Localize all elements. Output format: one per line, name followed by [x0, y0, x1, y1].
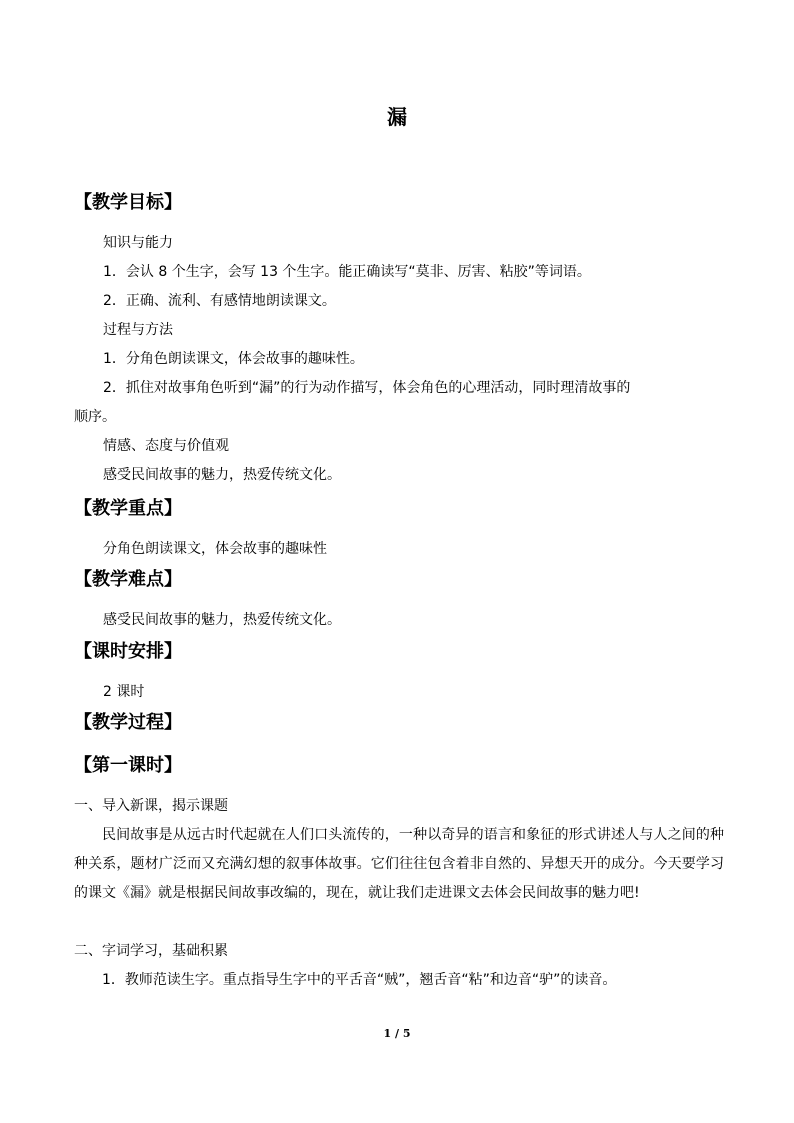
heading-difficulties: 【教学难点】	[74, 569, 182, 590]
goal-item: 2．正确、流利、有感情地朗读课文。	[103, 293, 336, 309]
goal-item: 感受民间故事的魅力，热爱传统文化。	[103, 467, 341, 483]
heading-key-points: 【教学重点】	[74, 498, 182, 519]
heading-first-lesson: 【第一课时】	[74, 755, 182, 776]
heading-teaching-process: 【教学过程】	[74, 712, 182, 733]
key-points-text: 分角色朗读课文，体会故事的趣味性	[103, 541, 327, 557]
page-title: 漏	[387, 105, 407, 129]
page-number: 1 / 5	[383, 1027, 411, 1040]
heading-schedule: 【课时安排】	[74, 641, 182, 662]
vocabulary-paragraph: 1．教师范读生字。重点指导生字中的平舌音“贼”，翘舌音“粘”和边音“驴”的读音。	[102, 972, 617, 988]
goal-item: 2．抓住对故事角色听到“漏”的行为动作描写，体会角色的心理活动，同时理清故事的	[103, 380, 631, 396]
goal-item-continued: 顺序。	[74, 409, 116, 425]
section-title-vocabulary: 二、字词学习，基础积累	[74, 943, 228, 959]
difficulties-text: 感受民间故事的魅力，热爱传统文化。	[103, 612, 341, 628]
section-title-intro: 一、导入新课，揭示课题	[74, 798, 228, 814]
intro-paragraph: 民间故事是从远古时代起就在人们口头流传的，一种以奇异的语言和象征的形式讲述人与人之间的种种关系，题材广泛而又充满幻想的叙事体故事。它们往往包含着非自然的、异想天开的成分。今天要学习的课文《漏》就是根据民间故事改编的，现在，就让我们走进课文去体会民间故事的魅力吧!	[74, 827, 724, 901]
subheading-process-method: 过程与方法	[103, 322, 173, 338]
subheading-emotion-values: 情感、态度与价值观	[103, 438, 229, 454]
subheading-knowledge-ability: 知识与能力	[103, 235, 173, 251]
schedule-text: 2 课时	[103, 684, 145, 700]
goal-item: 1．会认 8 个生字，会写 13 个生字。能正确读写“莫非、厉害、粘胶”等词语。	[103, 264, 591, 280]
goal-item: 1．分角色朗读课文，体会故事的趣味性。	[103, 351, 364, 367]
heading-teaching-goals: 【教学目标】	[74, 192, 182, 213]
